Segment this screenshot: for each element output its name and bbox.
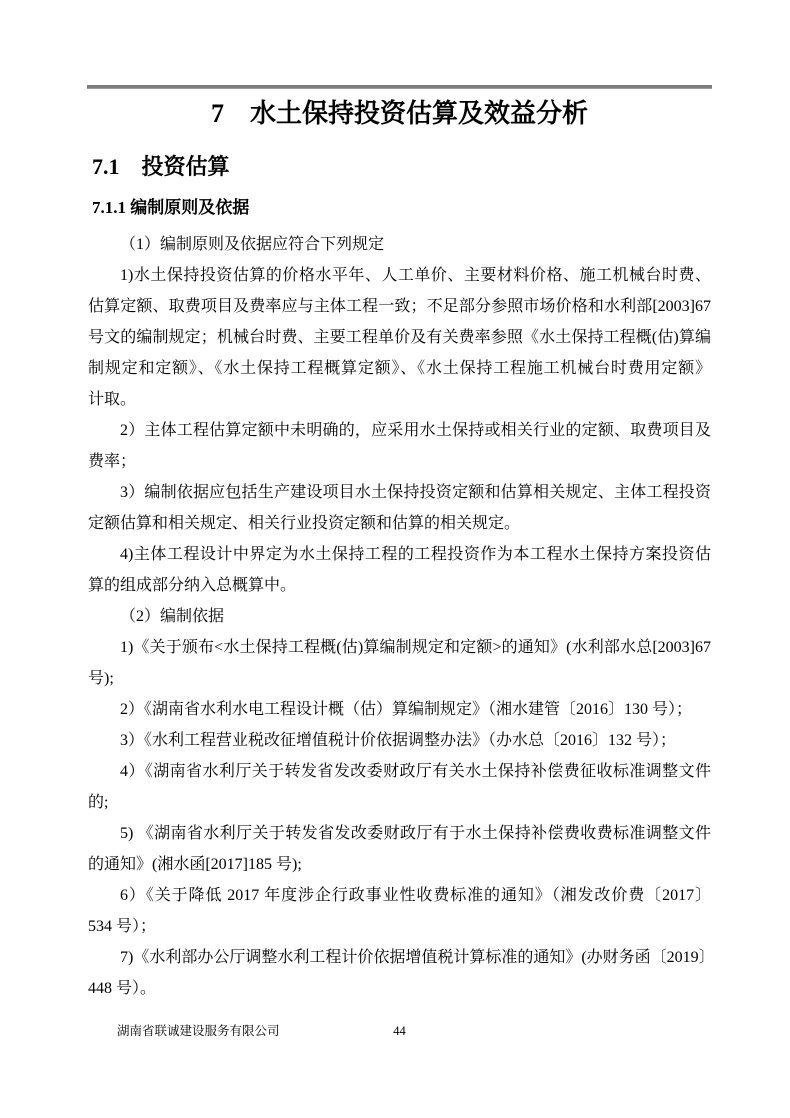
body-line: （1）编制原则及依据应符合下列规定 (120, 236, 385, 253)
body-line: 的; (88, 794, 109, 811)
body-text (88, 229, 715, 1004)
body-line: 2）《湖南省水利水电工程设计概（估）算编制规定》（湘水建管〔2016〕130 号）； (120, 701, 693, 718)
body-line: 费率； (88, 453, 137, 470)
body-line: 6）《关于降低 2017 年度涉企行政事业性收费标准的通知》（湘发改价费〔2017〕 (120, 887, 711, 904)
body-line: 4)主体工程设计中界定为水土保持工程的工程投资作为本工程水土保持方案投资估 (120, 546, 711, 563)
page-number: 44 (393, 1024, 406, 1038)
body-line: 448 号）。 (88, 980, 157, 997)
body-line: 算的组成部分纳入总概算中。 (88, 577, 297, 594)
body-line: 号文的编制规定；机械台时费、主要工程单价及有关费率参照《水土保持工程概(估)算编 (88, 329, 711, 346)
body-line: 4）《湖南省水利厅关于转发省发改委财政厅有关水土保持补偿费征收标准调整文件 (120, 763, 711, 780)
subsection-title: 7.1.1 编制原则及依据 (92, 198, 250, 217)
body-line: 计取。 (88, 391, 137, 408)
body-line: 估算定额、取费项目及费率应与主体工程一致；不足部分参照市场价格和水利部[2003]67 (88, 298, 711, 315)
body-line: 3）《水利工程营业税改征增值税计价依据调整办法》（办水总〔2016〕132 号）； (120, 732, 677, 749)
body-line: 制规定和定额》、《水土保持工程概算定额》、《水土保持工程施工机械台时费用定额》 (88, 360, 711, 377)
body-line: 3）编制依据应包括生产建设项目水土保持投资定额和估算相关规定、主体工程投资 (120, 484, 711, 501)
body-line: 7)《水利部办公厅调整水利工程计价依据增值税计算标准的通知》(办财务函〔2019〕 (120, 949, 715, 966)
body-line: 5) 《湖南省水利厅关于转发省发改委财政厅有于水土保持补偿费收费标准调整文件 (120, 825, 711, 842)
body-line: 的通知》(湘水函[2017]185 号); (88, 856, 302, 873)
section-title: 7.1 投资估算 (92, 154, 230, 179)
chapter-title: 7 水土保持投资估算及效益分析 (210, 99, 588, 128)
body-line: 1)《关于颁布<水土保持工程概(估)算编制规定和定额>的通知》(水利部水总[2003]67 (120, 639, 711, 656)
body-line: 定额估算和相关规定、相关行业投资定额和估算的相关规定。 (88, 515, 521, 532)
body-line: 2）主体工程估算定额中未明确的，应采用水土保持或相关行业的定额、取费项目及 (120, 422, 711, 439)
header-rule (87, 85, 712, 89)
body-line: （2）编制依据 (120, 608, 225, 625)
body-line: 号); (88, 670, 114, 687)
body-line: 1)水土保持投资估算的价格水平年、人工单价、主要材料价格、施工机械台时费、 (120, 267, 711, 284)
body-line: 534 号）； (88, 918, 157, 935)
footer-company: 湖南省联诚建设服务有限公司 (117, 1024, 280, 1038)
